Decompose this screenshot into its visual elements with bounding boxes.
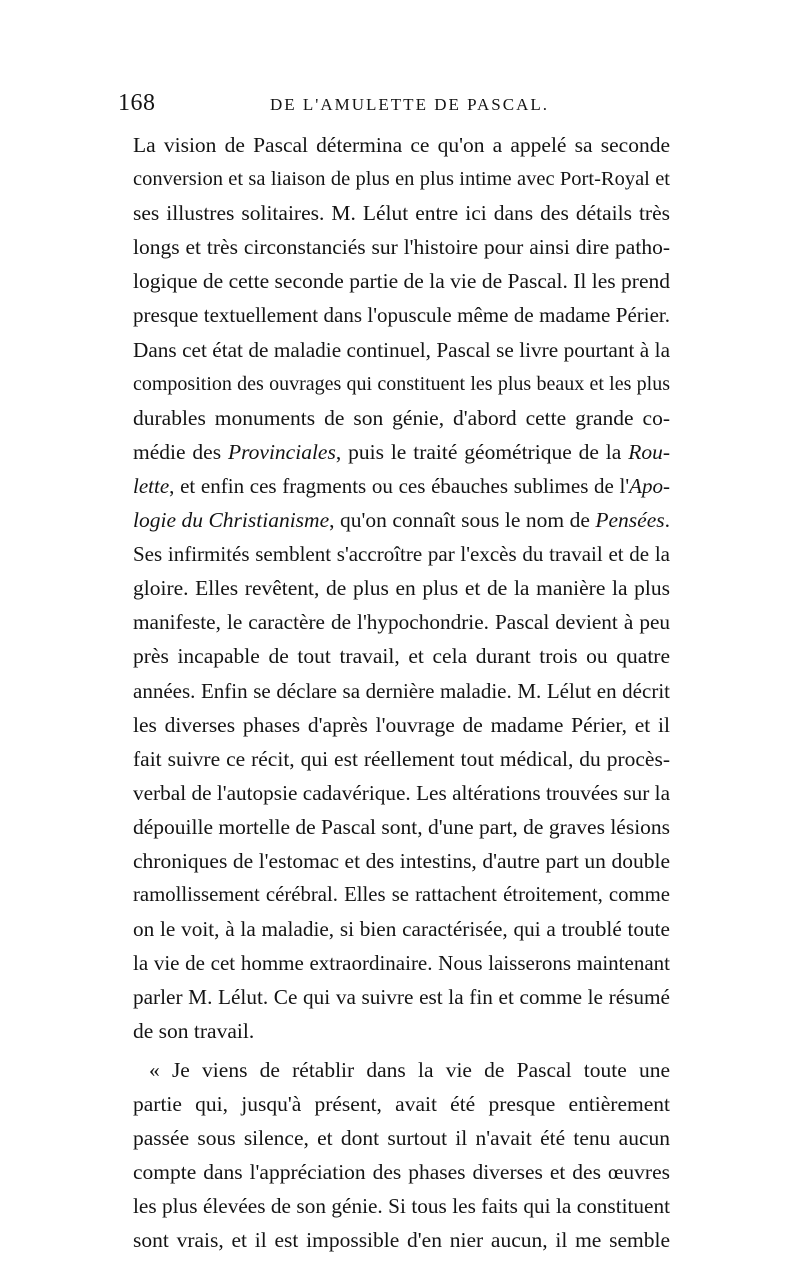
title-provinciales: Provinciales xyxy=(227,439,336,464)
text-line: longs et très circonstanciés sur l'histoire pour ainsi dire patho- xyxy=(133,235,670,260)
text-line: manifeste, le caractère de l'hypochondrie. Pascal devient à peu xyxy=(133,610,670,635)
text-line: logique de cette seconde partie de la vie de Pascal. Il les prend xyxy=(133,269,670,294)
text-line: compte dans l'appréciation des phases diverses et des œuvres xyxy=(133,1159,670,1184)
page-number: 168 xyxy=(118,90,156,116)
text-line: gloire. Elles revêtent, de plus en plus et de la manière la plus xyxy=(133,576,670,601)
text-line: composition des ouvrages qui constituent les plus beaux et les plus xyxy=(133,372,670,395)
text-line: passée sous silence, et dont surtout il n'avait été tenu aucun xyxy=(133,1125,670,1150)
text-line: partie qui, jusqu'à présent, avait été presque entièrement xyxy=(133,1091,670,1116)
text-line: parler M. Lélut. Ce qui va suivre est la fin et comme le résumé xyxy=(133,985,670,1010)
title-roulette-part2: lette xyxy=(133,473,170,498)
text-line: durables monuments de son génie, d'abord cette grande co- xyxy=(133,405,670,430)
text-run: , qu'on connaît sous le nom de xyxy=(329,508,596,533)
paragraph-2 xyxy=(133,1053,670,1258)
text-line: dépouille mortelle de Pascal sont, d'une part, de graves lésions xyxy=(133,814,671,839)
text-line xyxy=(133,435,670,469)
text-line: fait suivre ce récit, qui est réellement tout médical, du procès- xyxy=(133,746,670,771)
text-line: ses illustres solitaires. M. Lélut entre ici dans des détails très xyxy=(133,201,670,226)
text-line: de son travail. xyxy=(133,1019,255,1044)
text-line: presque textuellement dans l'opuscule même de madame Périer. xyxy=(133,303,670,328)
page-header xyxy=(118,88,678,118)
text-line: on le voit, à la maladie, si bien caractérisée, qui a troublé toute xyxy=(133,917,670,942)
text-line: la vie de cet homme extraordinaire. Nous laisserons maintenant xyxy=(133,951,670,976)
text-line: sont vrais, et il est impossible d'en nier aucun, il me semble xyxy=(133,1228,670,1252)
text-line: conversion et sa liaison de plus en plus intime avec Port-Royal et xyxy=(133,168,670,191)
text-line: Ses infirmités semblent s'accroître par l'excès du travail et de la xyxy=(133,542,670,567)
text-line xyxy=(133,503,670,537)
text-line: Dans cet état de maladie continuel, Pascal se livre pourtant à la xyxy=(133,337,670,362)
title-roulette-part1: Rou- xyxy=(628,439,670,464)
text-line: La vision de Pascal détermina ce qu'on a appelé sa seconde xyxy=(133,133,670,157)
title-apologie-part2: logie du Christianisme xyxy=(133,508,330,533)
running-head: DE L'AMULETTE DE PASCAL. xyxy=(270,95,549,114)
title-apologie-part1: Apo- xyxy=(629,473,670,498)
text-line: verbal de l'autopsie cadavérique. Les altérations trouvées sur la xyxy=(133,780,670,805)
text-line: années. Enfin se déclare sa dernière maladie. M. Lélut en décrit xyxy=(133,678,670,703)
text-line: près incapable de tout travail, et cela durant trois ou quatre xyxy=(133,644,670,669)
body-text xyxy=(133,128,670,1257)
text-line: les diverses phases d'après l'ouvrage de madame Périer, et il xyxy=(133,712,670,737)
text-line: « Je viens de rétablir dans la vie de Pascal toute une xyxy=(149,1057,670,1082)
text-run: , puis le traité géométrique de la xyxy=(335,439,629,464)
text-line: les plus élevées de son génie. Si tous les faits qui la constituent xyxy=(133,1193,670,1218)
text-run: médie des xyxy=(133,439,228,464)
text-line: chroniques de l'estomac et des intestins, d'autre part un double xyxy=(133,848,670,873)
text-run: . xyxy=(664,508,670,533)
paragraph-1 xyxy=(133,128,670,1049)
text-run: , et enfin ces fragments ou ces ébauches sublimes de l' xyxy=(169,473,630,498)
title-pensees: Pensées xyxy=(595,508,665,533)
text-line: ramollissement cérébral. Elles se rattachent étroitement, comme xyxy=(133,884,670,907)
text-line xyxy=(133,469,670,503)
